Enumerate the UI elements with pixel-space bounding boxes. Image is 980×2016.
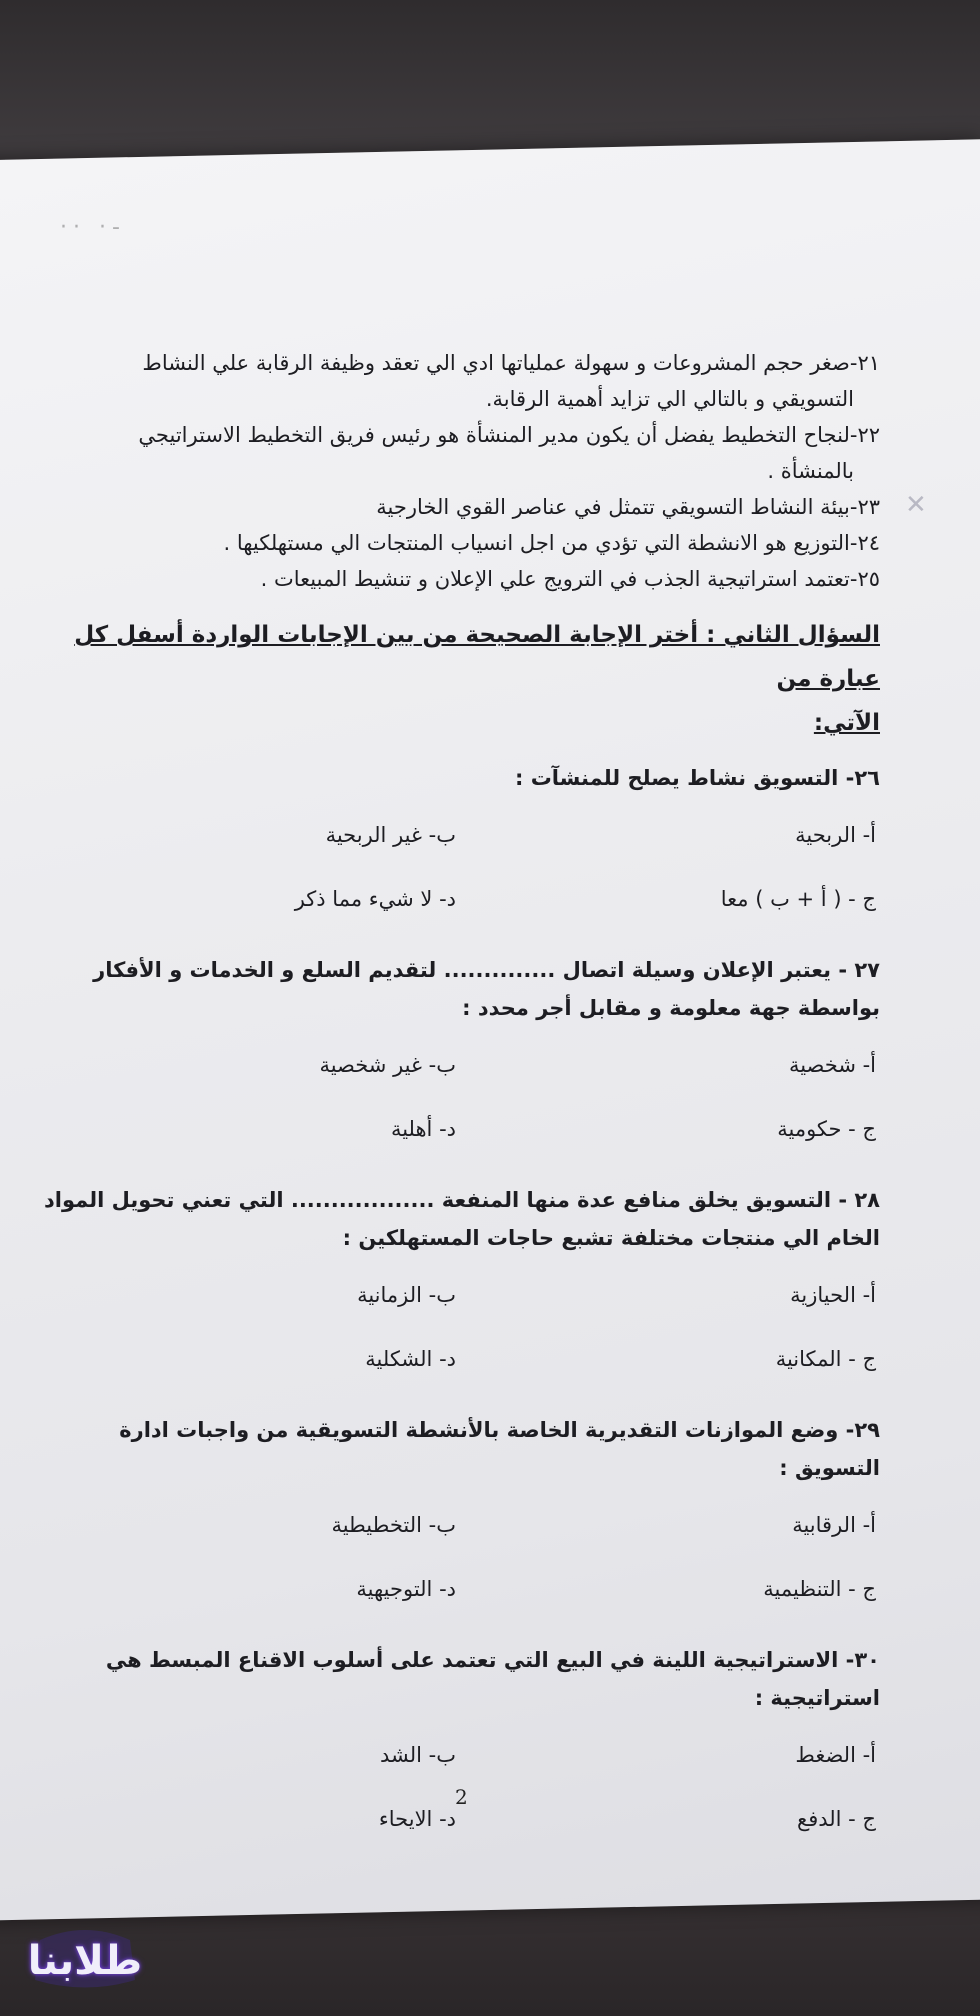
statement-text: ٢٣-بيئة النشاط التسويقي تتمثل في عناصر القوي الخارجية: [376, 495, 880, 519]
question-29: [40, 1411, 880, 1601]
statement-text: ٢٤-التوزيع هو الانشطة التي تؤدي من اجل انسياب المنتجات الي مستهلكيها .: [223, 531, 880, 555]
option-d[interactable]: د- أهلية: [390, 1117, 456, 1141]
question-text: ٢٩- وضع الموازنات التقديرية الخاصة بالأنشطة التسويقية من واجبات ادارة التسويق :: [119, 1418, 880, 1480]
question-text: استراتيجية :: [754, 1686, 880, 1710]
true-false-section: [40, 345, 880, 597]
statement-text: التسويقي و بالتالي الي تزايد أهمية الرقابة.: [485, 387, 854, 411]
option-a[interactable]: أ- الربحية: [795, 823, 876, 847]
option-d[interactable]: د- لا شيء مما ذكر: [294, 887, 456, 911]
options-row: [40, 1117, 880, 1141]
question-text: ٢٧ - يعتبر الإعلان وسيلة اتصال .............. لتقديم السلع و الخدمات و الأفكار: [93, 958, 880, 982]
options-row: [40, 1513, 880, 1537]
question-text: الخام الي منتجات مختلفة تشبع حاجات المستهلكين :: [342, 1226, 880, 1250]
option-d[interactable]: د- الايحاء: [378, 1807, 456, 1831]
option-c[interactable]: ج - الدفع: [797, 1807, 876, 1831]
statement-25: [40, 561, 880, 597]
options-row: [40, 1577, 880, 1601]
logo-text: طلابنا: [27, 1938, 143, 1984]
question-text: بواسطة جهة معلومة و مقابل أجر محدد :: [462, 996, 880, 1020]
options-row: [40, 1807, 880, 1831]
statement-21: [40, 345, 880, 417]
options-row: [40, 887, 880, 911]
option-c[interactable]: ج - المكانية: [775, 1347, 876, 1371]
option-a[interactable]: أ- شخصية: [788, 1053, 876, 1077]
question-text: ٢٨ - التسويق يخلق منافع عدة منها المنفعة .................. التي تعني تحويل المواد: [44, 1188, 880, 1212]
heading-line: الآتي:: [813, 710, 880, 736]
option-c[interactable]: ج - ( أ + ب ) معا: [720, 887, 876, 911]
statement-text: بالمنشأة .: [767, 459, 854, 483]
options-row: [40, 1347, 880, 1371]
statement-text: ٢٢-لنجاح التخطيط يفضل أن يكون مدير المنشأة هو رئيس فريق التخطيط الاستراتيجي: [138, 423, 880, 447]
options-row: [40, 1053, 880, 1077]
question-28: [40, 1181, 880, 1371]
option-a[interactable]: أ- الحيازية: [790, 1283, 876, 1307]
section-2-heading: [40, 613, 880, 745]
pencil-mark: ✕: [905, 490, 927, 520]
question-text: ٢٦- التسويق نشاط يصلح للمنشآت :: [514, 766, 880, 790]
question-text: ٣٠- الاستراتيجية اللينة في البيع التي تعتمد على أسلوب الاقناع المبسط هي: [105, 1648, 880, 1672]
watermark-logo: [20, 1920, 150, 2000]
statement-24: [40, 525, 880, 561]
option-a[interactable]: أ- الرقابية: [792, 1513, 876, 1537]
options-row: [40, 1283, 880, 1307]
options-row: [40, 1743, 880, 1767]
heading-line: السؤال الثاني : أختر الإجابة الصحيحة من بين الإجابات الواردة أسفل كل عبارة من: [74, 622, 880, 692]
option-c[interactable]: ج - حكومية: [777, 1117, 876, 1141]
statement-text: ٢٥-تعتمد استراتيجية الجذب في الترويج علي الإعلان و تنشيط المبيعات .: [260, 567, 880, 591]
option-d[interactable]: د- الشكلية: [365, 1347, 456, 1371]
scribble-mark: ·· ·-: [60, 215, 126, 240]
option-b[interactable]: ب- التخطيطية: [331, 1513, 456, 1537]
option-b[interactable]: ب- الزمانية: [357, 1283, 456, 1307]
page-number: 2: [455, 1785, 468, 1809]
statement-23: [40, 489, 880, 525]
question-27: [40, 951, 880, 1141]
option-a[interactable]: أ- الضغط: [795, 1743, 876, 1767]
option-b[interactable]: ب- غير الربحية: [325, 823, 456, 847]
option-b[interactable]: ب- الشد: [379, 1743, 456, 1767]
question-26: [40, 759, 880, 911]
statement-22: [40, 417, 880, 489]
option-c[interactable]: ج - التنظيمية: [763, 1577, 876, 1601]
exam-content: [40, 345, 880, 1871]
options-row: [40, 823, 880, 847]
option-d[interactable]: د- التوجيهية: [356, 1577, 456, 1601]
statement-text: ٢١-صغر حجم المشروعات و سهولة عملياتها ادي الي تعقد وظيفة الرقابة علي النشاط: [142, 351, 880, 375]
option-b[interactable]: ب- غير شخصية: [319, 1053, 456, 1077]
